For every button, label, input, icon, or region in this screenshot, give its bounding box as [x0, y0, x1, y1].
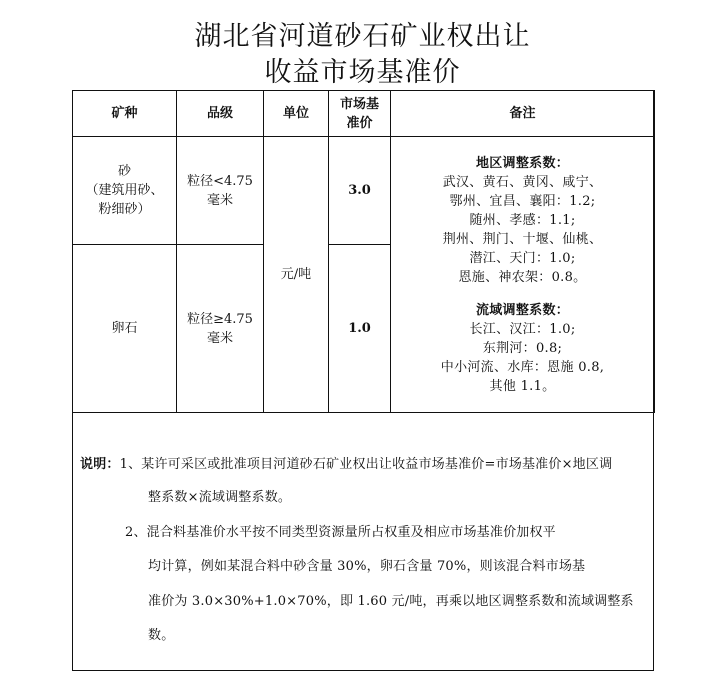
region-line: 荆州、荆门、十堰、仙桃、: [442, 231, 603, 247]
mineral-sand-line2: （建筑用砂、: [85, 183, 164, 198]
note-item1-line2: 整系数×流域调整系数。: [148, 490, 292, 505]
note-item1-text1: 1、某许可采区或批准项目河道砂石矿业权出让收益市场基准价=市场基准价×地区调: [119, 457, 613, 472]
basin-line: 东荆河：0.8;: [482, 340, 563, 356]
basin-coefficient-title: 流域调整系数：: [475, 302, 570, 318]
region-line: 潜江、天门：1.0;: [469, 250, 576, 266]
header-remarks: 备注: [391, 91, 655, 137]
grade-sand-line1: 粒径<4.75: [187, 173, 253, 189]
note-item2-line3: 准价为 3.0×30%+1.0×70%，即 1.60 元/吨，再乘以地区调整系数和流域调整系: [148, 594, 634, 609]
header-unit: 单位: [264, 91, 329, 137]
page-title-line2: 收益市场基准价: [264, 57, 461, 88]
mineral-sand-line1: 砂: [117, 164, 131, 179]
basin-line: 长江、汉江：1.0;: [469, 321, 576, 337]
note-item2-line4: 数。: [148, 628, 175, 643]
grade-pebble-line2: 毫米: [206, 330, 233, 346]
note-item2-line1: 2、混合料基准价水平按不同类型资源量所占权重及相应市场基准价加权平: [125, 525, 556, 540]
grade-pebble-line1: 粒径≥4.75: [187, 311, 253, 327]
cell-price-pebble: 1.0: [329, 245, 391, 413]
page-title-line1: 湖北省河道砂石矿业权出让: [194, 21, 531, 52]
cell-mineral-pebble: 卵石: [73, 245, 177, 413]
notes-label: 说明：: [80, 457, 120, 472]
note-item2-line2: 均计算，例如某混合料中砂含量 30%，卵石含量 70%，则该混合料市场基: [148, 559, 586, 574]
cell-unit: 元/吨: [264, 137, 329, 413]
basin-line: 中小河流、水库：恩施 0.8,: [440, 359, 605, 375]
region-line: 鄂州、宜昌、襄阳：1.2;: [449, 193, 596, 209]
price-table: [72, 90, 655, 413]
cell-grade-pebble: [177, 245, 264, 413]
mineral-sand-line3: 粉细砂）: [98, 202, 151, 217]
region-line: 随州、孝感：1.1;: [469, 212, 576, 228]
note-item1-line1: [80, 453, 612, 472]
region-coefficient-title: 地区调整系数：: [475, 155, 570, 171]
header-price-line1: 市场基: [339, 96, 379, 112]
region-line: 武汉、黄石、黄冈、咸宁、: [442, 174, 603, 190]
grade-sand-line2: 毫米: [206, 192, 233, 208]
header-mineral: 矿种: [73, 91, 177, 137]
remarks-spacer: [391, 287, 654, 301]
cell-price-sand: 3.0: [329, 137, 391, 245]
header-price: [329, 91, 391, 137]
basin-line: 其他 1.1。: [489, 378, 556, 394]
region-line: 恩施、神农架：0.8。: [458, 269, 587, 285]
cell-grade-sand: [177, 137, 264, 245]
cell-remarks: [391, 137, 655, 413]
cell-mineral-sand: [73, 137, 177, 245]
header-price-line2: 准价: [346, 115, 373, 131]
header-grade: 品级: [177, 91, 264, 137]
